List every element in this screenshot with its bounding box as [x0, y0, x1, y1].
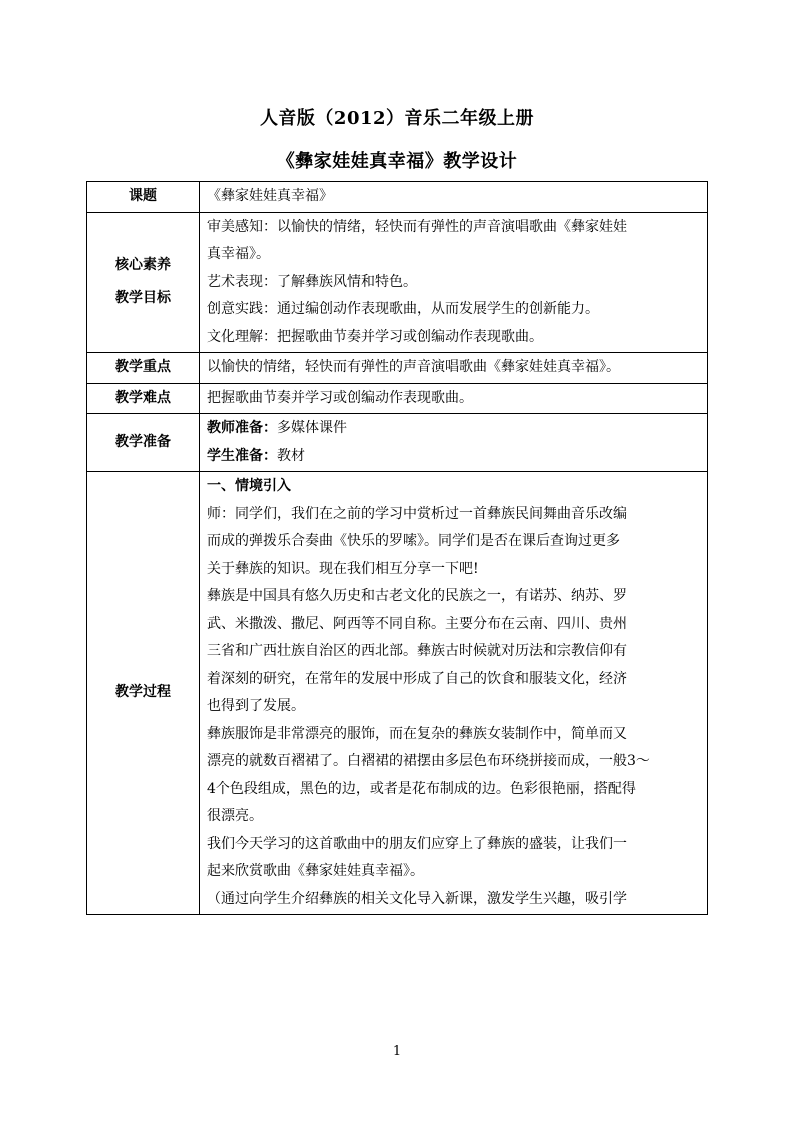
lesson-plan-table — [86, 181, 708, 915]
goals-line: 艺术表现：了解彝族风情和特色。 — [207, 273, 417, 290]
goals-line: 创意实践：通过编创动作表现歌曲，从而发展学生的创新能力。 — [207, 301, 599, 317]
page-number: 1 — [392, 1044, 402, 1059]
table-row-topic — [87, 182, 708, 213]
process-line: 起来欣赏歌曲《彝家娃娃真幸福》。 — [207, 863, 424, 879]
topic-label: 课题 — [87, 182, 200, 213]
process-line: （通过向学生介绍彝族的相关文化导入新课，激发学生兴趣，吸引学 — [207, 890, 627, 907]
teacher-preparation-label: 教师准备： — [207, 420, 277, 436]
student-preparation — [207, 443, 702, 471]
process-line: 关于彝族的知识。现在我们相互分享一下吧! — [207, 560, 479, 577]
process-label: 教学过程 — [87, 472, 200, 915]
table-row-process — [87, 472, 708, 915]
key-points-label: 教学重点 — [87, 353, 200, 384]
process-line: 我们今天学习的这首歌曲中的朋友们应穿上了彝族的盛装，让我们一 — [207, 835, 627, 852]
teacher-preparation — [207, 415, 702, 443]
table-row-goals — [87, 212, 708, 353]
process-line: 很漂亮。 — [207, 808, 263, 824]
process-line: 也得到了发展。 — [207, 698, 305, 714]
difficulties-value: 把握歌曲节奏并学习或创编动作表现歌曲。 — [200, 383, 708, 414]
table-row-difficulties — [87, 383, 708, 414]
process-line: 4个色段组成，黑色的边，或者是花布制成的边。色彩很艳丽，搭配得 — [207, 780, 636, 797]
document-subtitle: 《彝家娃娃真幸福》教学设计 — [276, 151, 518, 172]
goals-label-line2: 教学目标 — [115, 290, 171, 307]
process-section-heading: 一、情境引入 — [207, 478, 291, 494]
preparation-content — [200, 414, 708, 472]
teacher-preparation-value: 多媒体课件 — [277, 420, 347, 436]
goals-content — [200, 212, 708, 353]
process-line: 彝族服饰是非常漂亮的服饰，而在复杂的彝族女装制作中，简单而又 — [207, 725, 627, 742]
process-line: 漂亮的就数百褶裙了。白褶裙的裙摆由多层色布环绕拼接而成，一般3～ — [207, 753, 650, 769]
goals-line: 文化理解：把握歌曲节奏并学习或创编动作表现歌曲。 — [207, 328, 543, 345]
preparation-label: 教学准备 — [87, 414, 200, 472]
goals-line: 真幸福》。 — [207, 246, 270, 262]
process-line: 师：同学们，我们在之前的学习中赏析过一首彝族民间舞曲音乐改编 — [207, 505, 627, 522]
process-line: 着深刻的研究，在常年的发展中形成了自己的饮食和服装文化，经济 — [207, 670, 627, 687]
table-row-key-points — [87, 353, 708, 384]
process-content — [200, 472, 708, 915]
difficulties-label: 教学难点 — [87, 383, 200, 414]
process-line: 武、米撒泼、撒尼、阿西等不同自称。主要分布在云南、四川、贵州 — [207, 615, 627, 632]
table-row-preparation — [87, 414, 708, 472]
key-points-value: 以愉快的情绪，轻快而有弹性的声音演唱歌曲《彝家娃娃真幸福》。 — [200, 353, 708, 384]
student-preparation-label: 学生准备： — [207, 447, 277, 464]
goals-line: 审美感知：以愉快的情绪，轻快而有弹性的声音演唱歌曲《彝家娃娃 — [207, 218, 627, 235]
student-preparation-value: 教材 — [277, 447, 305, 464]
process-line: 三省和广西壮族自治区的西北部。彝族古时候就对历法和宗教信仰有 — [207, 643, 627, 659]
goals-label — [87, 212, 200, 353]
document-title: 人音版（2012）音乐二年级上册 — [259, 108, 535, 129]
process-line: 而成的弹拨乐合奏曲《快乐的罗嗦》。同学们是否在课后查询过更多 — [207, 533, 620, 549]
goals-label-line1: 核心素养 — [115, 256, 171, 273]
topic-value: 《彝家娃娃真幸福》 — [200, 182, 708, 213]
process-line: 彝族是中国具有悠久历史和古老文化的民族之一，有诺苏、纳苏、罗 — [207, 588, 627, 604]
